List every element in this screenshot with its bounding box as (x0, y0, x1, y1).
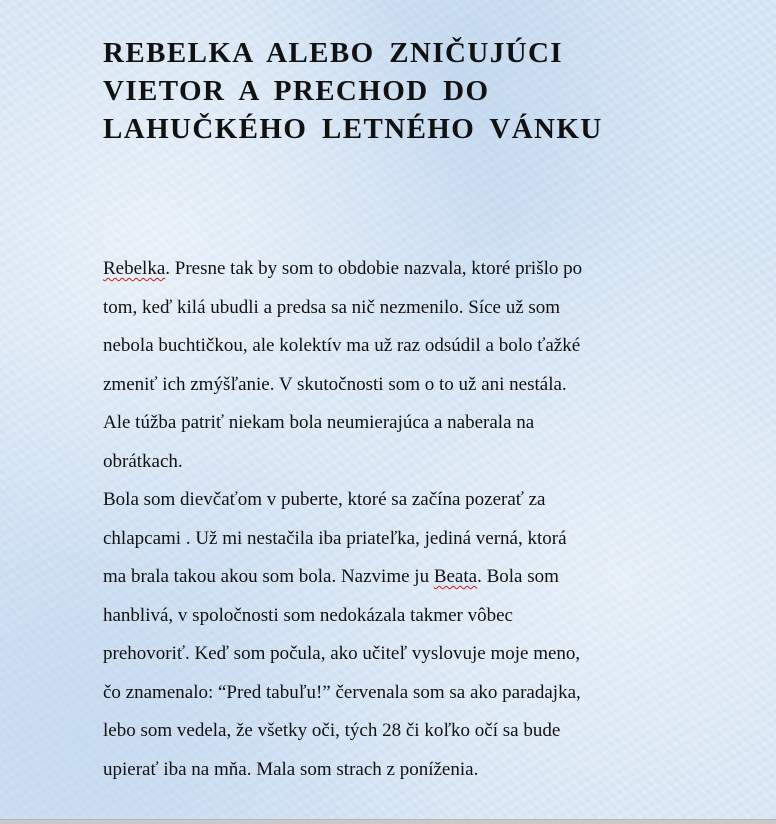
text-line: . Bola som (477, 566, 559, 587)
text-line: prehovoriť. Keď som počula, ako učiteľ vyslovuje moje meno, (103, 643, 581, 664)
title-line: REBELKA ALEBO ZNIČUJÚCI (103, 37, 563, 69)
paragraph (103, 481, 673, 789)
text-line: obrátkach. (103, 450, 183, 472)
spellcheck-flagged-word[interactable]: Rebelka (103, 258, 166, 279)
text-line: Bola som dievčaťom v puberte, ktoré sa začína pozerať za (103, 489, 546, 510)
title-line: VIETOR A PRECHOD DO (103, 75, 490, 107)
text-line: čo znamenalo: “Pred tabuľu!” červenala som sa ako paradajka, (103, 681, 581, 703)
document-body (103, 250, 673, 789)
text-line: ma brala takou akou som bola. Nazvime ju (103, 566, 434, 587)
document-title (103, 34, 723, 148)
title-line: LAHUČKÉHO LETNÉHO VÁNKU (103, 113, 603, 145)
text-line: upierať iba na mňa. Mala som strach z poníženia. (103, 758, 479, 780)
text-line: tom, keď kilá ubudli a predsa sa nič nezmenilo. Síce už som (103, 296, 561, 318)
text-line: . Presne tak by som to obdobie nazvala, ktoré prišlo po (165, 258, 583, 279)
text-line: lebo som vedela, že všetky oči, tých 28 či koľko očí sa bude (103, 720, 561, 741)
text-line: nebola buchtičkou, ale kolektív ma už raz odsúdil a bolo ťažké (103, 335, 581, 356)
text-line: hanblivá, v spoločnosti som nedokázala takmer vôbec (103, 604, 513, 626)
paragraph (103, 250, 673, 481)
spellcheck-flagged-word[interactable]: Beata (433, 566, 478, 587)
text-line: zmeniť ich zmýšľanie. V skutočnosti som o to už ani nestála. (103, 373, 567, 395)
page-bottom-edge (0, 819, 776, 824)
text-line: chlapcami . Už mi nestačila iba priateľka, jediná verná, ktorá (103, 527, 567, 549)
text-line: Ale túžba patriť niekam bola neumierajúca a naberala na (103, 412, 535, 433)
